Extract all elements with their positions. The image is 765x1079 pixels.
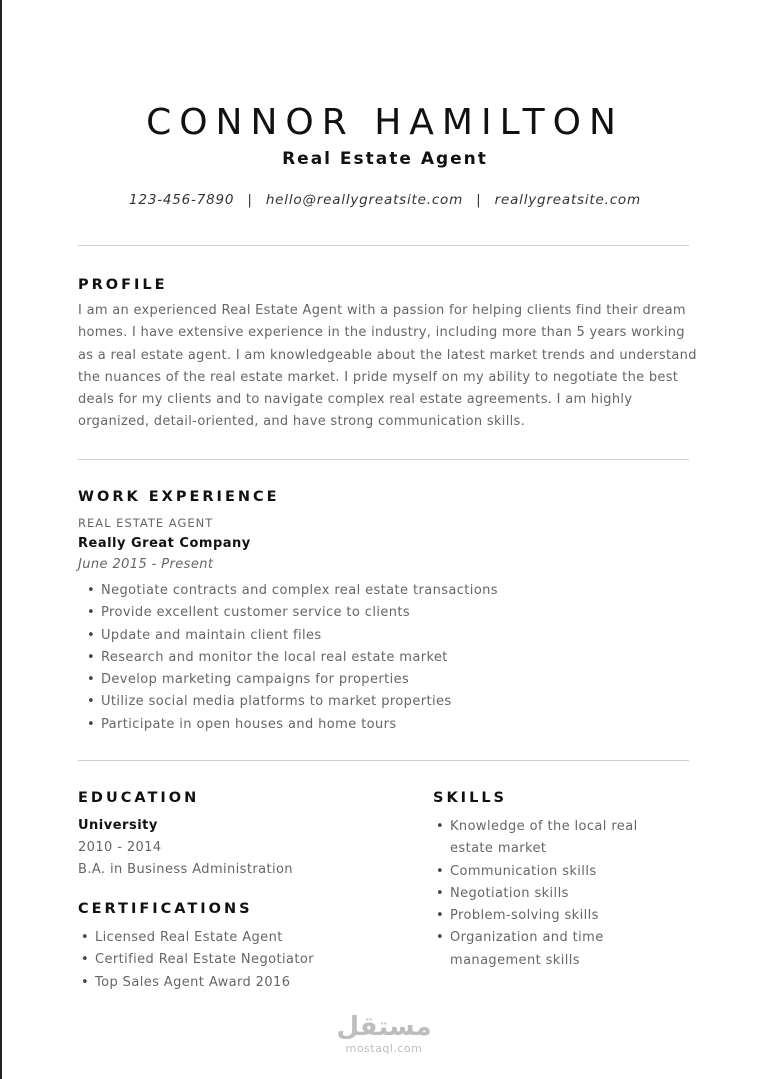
employment-dates: June 2015 - Present [78, 557, 214, 572]
watermark-logo: مستقل [336, 1012, 432, 1042]
list-item: • Top Sales Agent Award 2016 [79, 972, 409, 994]
list-item: • Licensed Real Estate Agent [79, 927, 409, 949]
profile-text: I am an experienced Real Estate Agent with a passion for helping clients find their dream homes. I have extensive experience in the industry, including more than 5 years working as a real estate agent. I am knowledgeable about the latest market trends and understand the nuances of the real estate market. I pride myself on my ability to negotiate the best deals for my clients and to navigate complex real estate agreements. I am highly organized, detail-oriented, and have strong communication skills. [78, 303, 697, 430]
work-bullet-list [85, 580, 685, 736]
divider-profile [78, 459, 689, 460]
phone-number: 123-456-7890 [129, 192, 235, 208]
divider-work [78, 760, 689, 761]
list-item: • Develop marketing campaigns for properties [85, 669, 685, 691]
list-item: • Utilize social media platforms to market properties [85, 691, 685, 713]
list-item: • Update and maintain client files [85, 625, 685, 647]
list-item: • Certified Real Estate Negotiator [79, 949, 409, 971]
contact-separator: | [476, 192, 482, 208]
website-url: reallygreatsite.com [494, 192, 641, 208]
email-address: hello@reallygreatsite.com [265, 192, 464, 208]
watermark [336, 1012, 432, 1056]
certifications-list [79, 927, 409, 994]
education-years: 2010 - 2014 [78, 840, 162, 855]
skills-heading: SKILLS [433, 790, 507, 806]
company-name: Really Great Company [78, 536, 251, 551]
list-item: • Participate in open houses and home tours [85, 714, 685, 736]
list-item: • Negotiation skills [434, 883, 664, 905]
education-heading: EDUCATION [78, 790, 200, 806]
certifications-heading: CERTIFICATIONS [78, 901, 253, 917]
skills-list [434, 816, 664, 972]
list-item: • Knowledge of the local real estate market [434, 816, 664, 861]
divider-top [78, 245, 689, 246]
list-item: • Communication skills [434, 861, 664, 883]
job-role: REAL ESTATE AGENT [78, 516, 214, 530]
list-item: • Problem-solving skills [434, 905, 664, 927]
list-item: • Organization and time management skills [434, 927, 664, 972]
contact-separator: | [247, 192, 253, 208]
watermark-text: mostaql.com [345, 1042, 423, 1055]
list-item: • Negotiate contracts and complex real estate transactions [85, 580, 685, 602]
work-experience-heading: WORK EXPERIENCE [78, 489, 280, 505]
school-name: University [78, 818, 158, 833]
profile-heading: PROFILE [78, 277, 168, 293]
contact-line [0, 192, 765, 208]
list-item: • Provide excellent customer service to clients [85, 602, 685, 624]
job-title: Real Estate Agent [282, 149, 488, 169]
resume-name: CONNOR HAMILTON [146, 102, 624, 143]
list-item: • Research and monitor the local real estate market [85, 647, 685, 669]
degree: B.A. in Business Administration [78, 862, 293, 877]
